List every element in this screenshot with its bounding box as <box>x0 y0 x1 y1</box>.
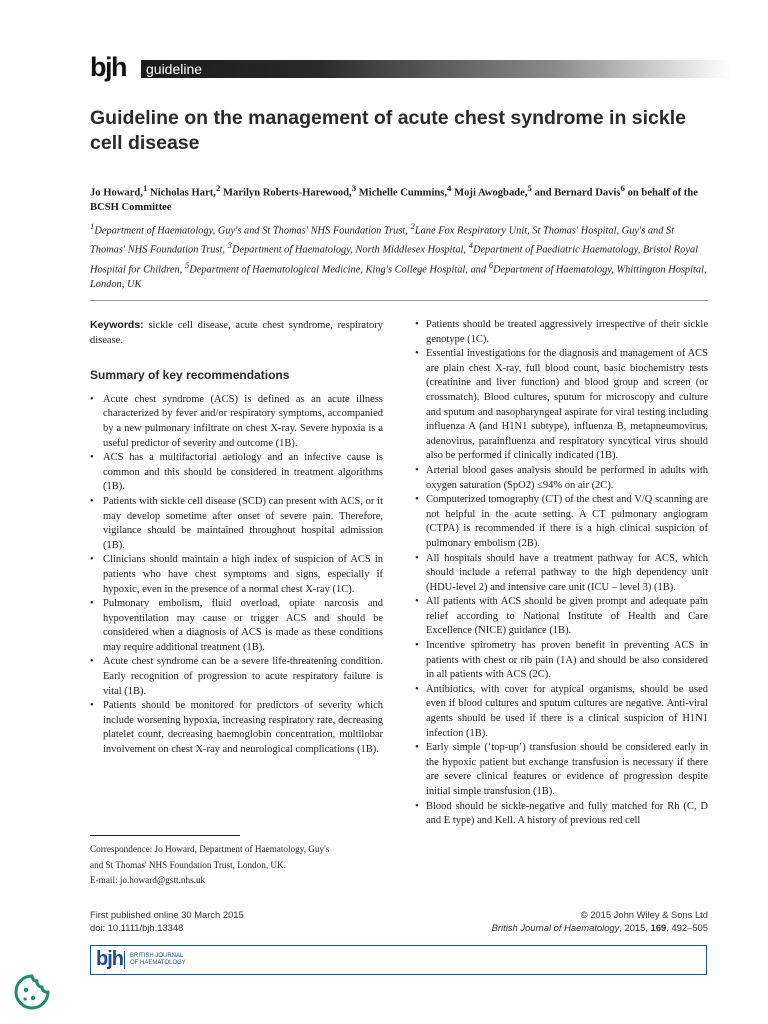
header-divider <box>90 300 708 301</box>
list-item: • Patients with sickle cell disease (SCD) can present with ACS, or it may develop sometime after onset of severe pain. Therefore, vigilance should be maintained throughout hospital admission (1B). <box>90 495 383 553</box>
journal-citation <box>400 921 708 934</box>
correspondence-line: and St Thomas' NHS Foundation Trust, London, UK. <box>90 859 286 870</box>
journal-name-line: BRITISH JOURNAL <box>130 953 184 959</box>
brand-banner <box>141 60 731 78</box>
cookie-icon[interactable] <box>12 972 52 1012</box>
footnote-divider <box>90 835 240 836</box>
list-item: • Blood should be sickle-negative and fully matched for Rh (C, D and E type) and Kell. A history of previous red cell <box>415 800 708 829</box>
published-date: First published online 30 March 2015 <box>90 909 244 920</box>
author-list: Jo Howard,$^1$ Nicholas Hart,$^2$ Marilyn Roberts-Harewood,$^3$ Michelle Cummins,$^4$ Moji Awogbade,$^5$ and Bernard Davis$^6$ on behalf of the BCSH Committee <box>90 183 698 214</box>
correspondence <box>90 842 383 889</box>
recommendation-list-right <box>415 318 708 829</box>
list-item: • Incentive spirometry has proven benefit in preventing ACS in patients with chest or rib pain (1A) and should be also considered in all patients with ACS (2C). <box>415 639 708 683</box>
list-item: • Early simple (‘top-up’) transfusion should be considered early in the hypoxic patient but exchange transfusion is necessary if there are severe clinical features or evidence of progression despite initial simple transfusion (1B). <box>415 741 708 799</box>
list-item: • Acute chest syndrome can be a severe life-threatening condition. Early recognition of progression to acute respiratory failure is vital (1B). <box>90 655 383 699</box>
list-item: • All hospitals should have a treatment pathway for ACS, which should include a referral pathway to the high dependency unit (HDU-level 2) and intensive care unit (ICU – level 3) (1B). <box>415 552 708 596</box>
list-item: • Essential investigations for the diagnosis and management of ACS are plain chest X-ray, full blood count, basic biochemistry tests (creatinine and liver function) and blood group and screen (or crossmatch). Blood cultures, sputum for microscopy and culture and sputum and nasopharyngeal aspirate for viral testing including influenza A (and H1N1 subtype), influenza B, metapneumovirus, adenovirus, parainfluenza and respiratory syncytical virus should also be performed if clinically indicated (1B). <box>415 347 708 464</box>
citation-pages: , 492–505 <box>666 922 708 933</box>
article-type-label: guideline <box>146 61 203 77</box>
keywords <box>90 318 383 348</box>
journal-title: British Journal of Haematology <box>491 922 620 933</box>
left-column <box>90 318 383 758</box>
list-item: • Antibiotics, with cover for atypical organisms, should be used even if blood cultures and sputum cultures are negative. Anti-viral agents should be used if there is a clinical suspicion of H1N1 infection (1B). <box>415 683 708 741</box>
list-item: • Clinicians should maintain a high index of suspicion of ACS in patients who have chest symptoms and signs, especially if hypoxic, even in the presence of a normal chest X-ray (1C). <box>90 553 383 597</box>
footer-journal-name <box>130 953 190 967</box>
list-item: • Acute chest syndrome (ACS) is defined as an acute illness characterized by fever and/or respiratory symptoms, accompanied by a new pulmonary infiltrate on chest X-ray. Severe hypoxia is a useful predictor of severity and outcome (1B). <box>90 393 383 451</box>
list-item: • Arterial blood gases analysis should be performed in adults with oxygen saturation (SpO2) ≤94% on air (2C). <box>415 464 708 493</box>
list-item: • Patients should be monitored for predictors of severity which include worsening hypoxia, increasing respiratory rate, decreasing platelet count, decreasing haemoglobin concentration, multilobar involvement on chest X-ray and neurological complications (1B). <box>90 699 383 757</box>
list-item: • Pulmonary embolism, fluid overload, opiate narcosis and hypoventilation may cause or trigger ACS and should be considered when a diagnosis of ACS is made as these conditions may require additional treatment (1B). <box>90 597 383 655</box>
section-heading: Summary of key recommendations <box>90 368 290 383</box>
copyright-notice: © 2015 John Wiley & Sons Ltd <box>580 909 708 920</box>
list-item: • All patients with ACS should be given prompt and adequate pain relief according to National Institute of Health and Care Excellence (NICE) guidance (1B). <box>415 595 708 639</box>
affiliations: $^1$Department of Haematology, Guy's and St Thomas' NHS Foundation Trust, $^2$Lane Fox Respiratory Unit, St Thomas' Hospital, Guy's and St Thomas' NHS Foundation Trust, $^3$Department of Haematology, North Middlesex Hospital, $^4$Department of Paediatric Haematology, Bristol Royal Hospital for Children, $^5$Department of Haematological Medicine, King's College Hospital, and $^6$Department of Haematology, Whittington Hospital, London, UK <box>90 221 707 291</box>
list-item: • ACS has a multifactorial aetiology and an infective cause is common and this should be considered in treatment algorithms (1B). <box>90 451 383 495</box>
recommendation-list-left <box>90 393 383 758</box>
journal-logo: bjh <box>90 52 126 82</box>
citation-volume: 169 <box>650 922 667 933</box>
footer-journal-logo: bjh <box>96 948 123 970</box>
journal-name-line: OF HAEMATOLOGY <box>130 960 186 966</box>
list-item: • Patients should be treated aggressively irrespective of their sickle genotype (1C). <box>415 318 708 347</box>
footer-logo-divider <box>124 951 125 969</box>
doi-link[interactable]: doi: 10.1111/bjh.13348 <box>90 922 184 933</box>
correspondence-line: Correspondence: Jo Howard, Department of Haematology, Guy's <box>90 844 330 854</box>
citation-year: , 2015, <box>619 922 651 933</box>
list-item: • Computerized tomography (CT) of the chest and V/Q scanning are not helpful in the acute setting. A CT pulmonary angiogram (CTPA) is recommended if there is a high clinical suspicion of pulmonary embolism (2B). <box>415 493 708 551</box>
keywords-label: Keywords: <box>90 319 144 331</box>
publication-info <box>90 908 390 934</box>
keywords-text: sickle cell disease, acute chest syndrome, respiratory disease. <box>90 320 383 346</box>
article-title: Guideline on the management of acute chest syndrome in sickle cell disease <box>90 107 686 154</box>
right-column <box>415 318 708 829</box>
correspondence-email: E-mail: jo.howard@gstt.nhs.uk <box>90 875 206 885</box>
copyright-info <box>400 908 708 934</box>
